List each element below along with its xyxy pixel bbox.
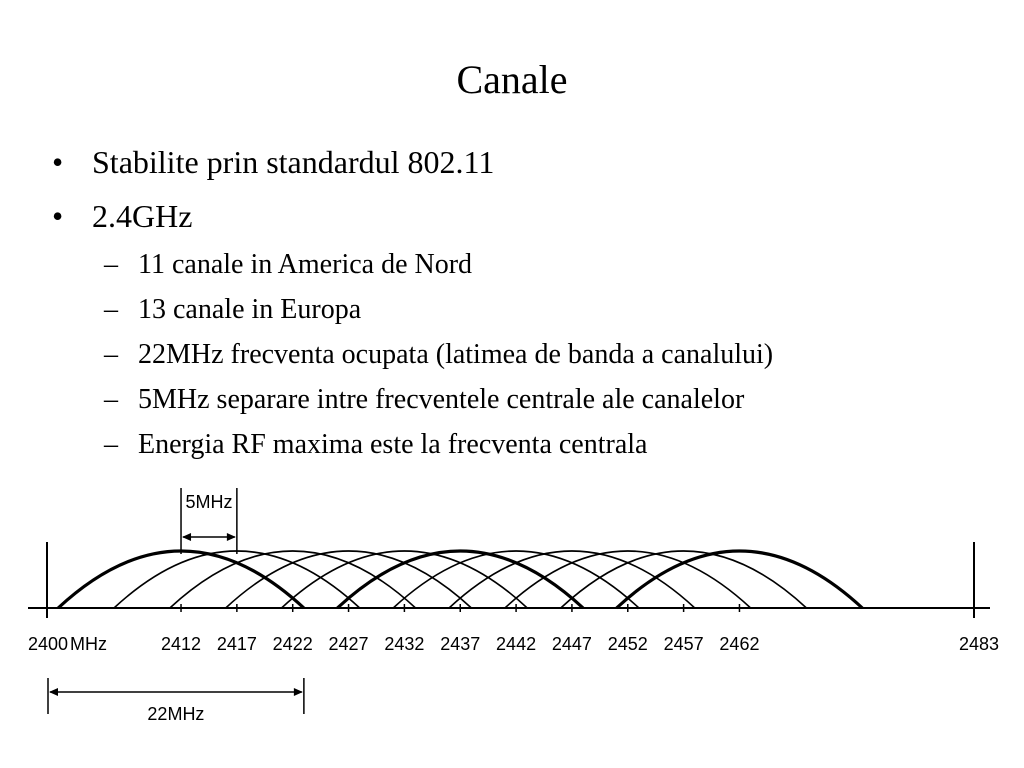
bullet-text: 2.4GHz xyxy=(92,198,193,234)
channel-spectrum-diagram xyxy=(0,470,1024,760)
channel-curve-2437 xyxy=(337,551,583,608)
sub-bullet-marker: – xyxy=(104,429,118,460)
axis-unit-label: MHz xyxy=(70,634,107,654)
spacing-arrow-head-left xyxy=(182,533,191,541)
axis-label-2462: 2462 xyxy=(719,634,760,654)
sub-bullet-text: 5MHz separare intre frecventele centrale ale canalelor xyxy=(138,384,745,415)
sub-bullet-marker: – xyxy=(104,339,118,370)
width-arrow-head-left xyxy=(49,688,58,696)
channel-curve-2417 xyxy=(114,551,360,608)
axis-label-2422: 2422 xyxy=(272,634,313,654)
spacing-annotation-label: 5MHz xyxy=(185,492,233,512)
axis-label-2447: 2447 xyxy=(551,634,592,654)
axis-label-2442: 2442 xyxy=(496,634,537,654)
width-arrow-head-right xyxy=(294,688,303,696)
channel-curve-2462 xyxy=(617,551,863,608)
axis-label-2412: 2412 xyxy=(161,634,202,654)
bullet-marker: • xyxy=(52,144,64,180)
sub-bullet-marker: – xyxy=(104,249,118,280)
axis-label-2400: 2400 xyxy=(28,634,69,654)
bullet-marker: • xyxy=(52,198,64,234)
axis-label-2417: 2417 xyxy=(216,634,257,654)
slide-title: Canale xyxy=(456,57,568,102)
spacing-arrow-head-right xyxy=(227,533,236,541)
axis-label-2437: 2437 xyxy=(440,634,481,654)
sub-bullet-text: 13 canale in Europa xyxy=(138,294,362,325)
sub-bullet-text: 22MHz frecventa ocupata (latimea de banda a canalului) xyxy=(138,339,774,370)
channel-curve-2432 xyxy=(282,551,528,608)
channel-curve-2412 xyxy=(58,551,304,608)
sub-bullet-text: 11 canale in America de Nord xyxy=(138,249,473,280)
axis-label-2483: 2483 xyxy=(958,634,999,654)
width-annotation-label: 22MHz xyxy=(147,704,205,724)
channel-curve-2457 xyxy=(561,551,807,608)
axis-label-2427: 2427 xyxy=(328,634,369,654)
sub-bullet-text: Energia RF maxima este la frecventa centrala xyxy=(138,429,648,460)
sub-bullet-marker: – xyxy=(104,384,118,415)
axis-label-2452: 2452 xyxy=(607,634,648,654)
axis-label-2457: 2457 xyxy=(663,634,704,654)
channel-curve-2442 xyxy=(393,551,639,608)
sub-bullet-marker: – xyxy=(104,294,118,325)
axis-label-2432: 2432 xyxy=(384,634,425,654)
bullet-text: Stabilite prin standardul 802.11 xyxy=(92,144,495,180)
